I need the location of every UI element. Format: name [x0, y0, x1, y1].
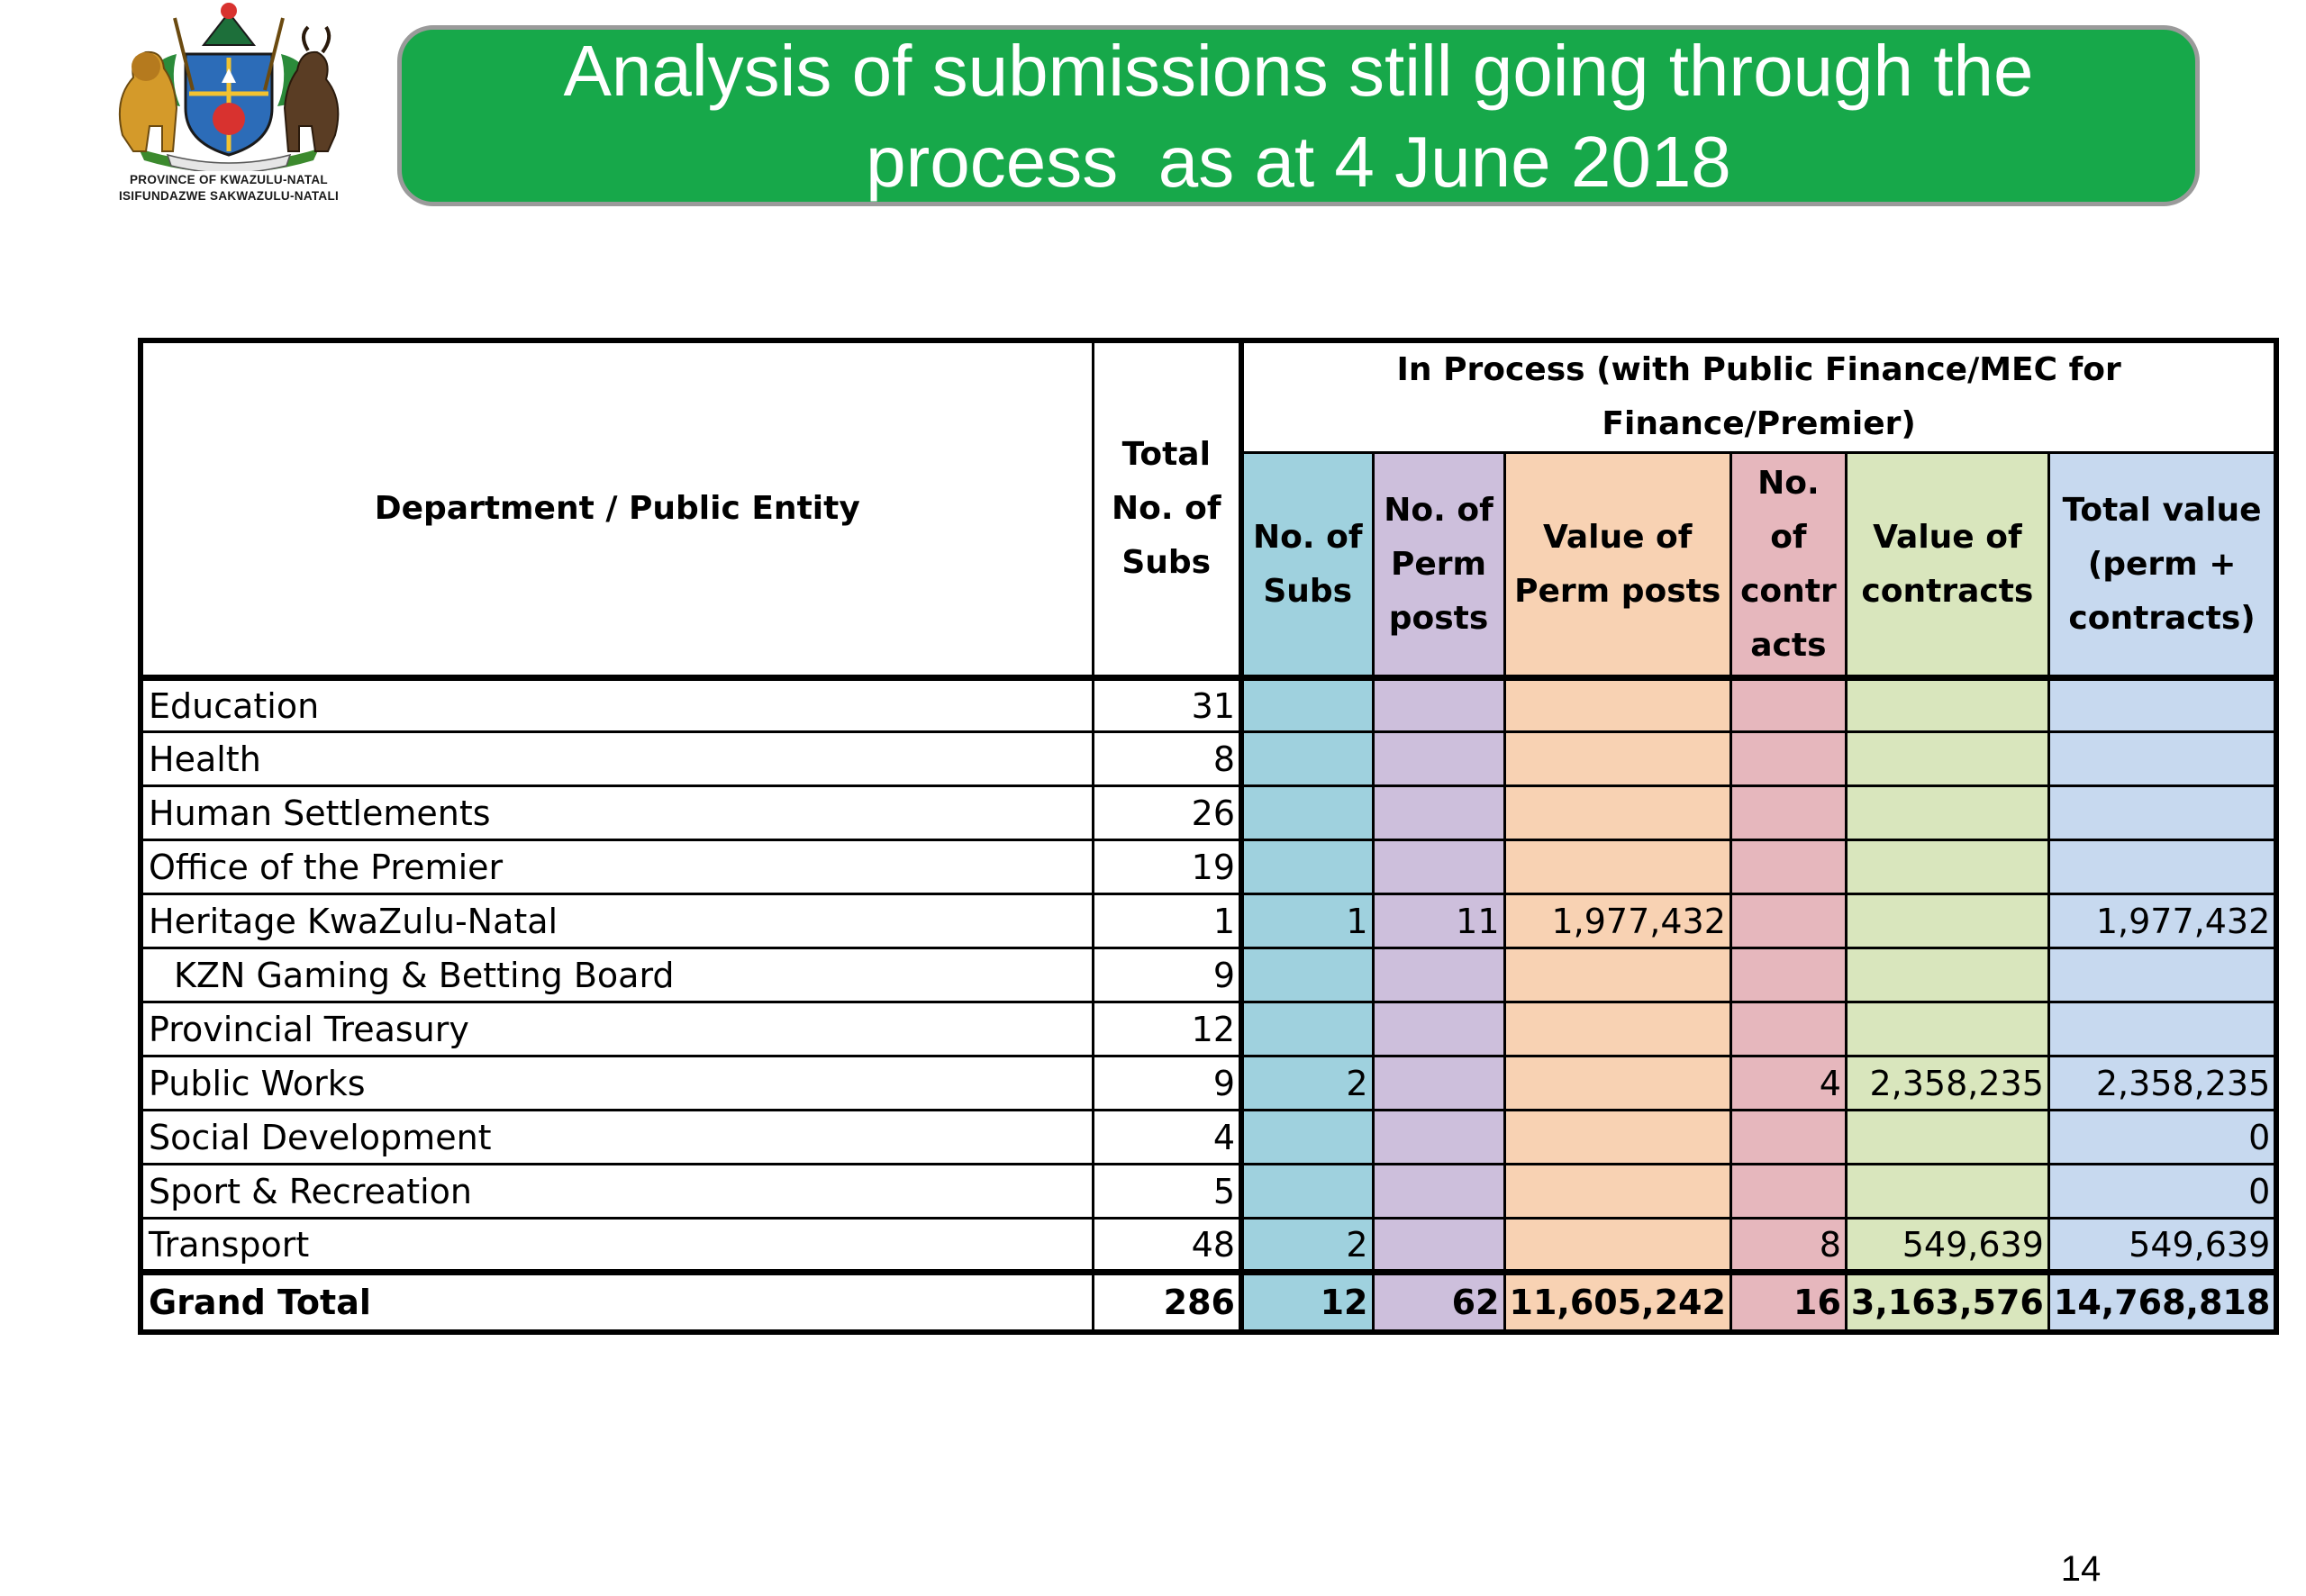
- perm-value-cell: [1504, 1219, 1730, 1273]
- department-name: Transport: [141, 1219, 1093, 1273]
- perm-posts-cell: [1373, 1056, 1504, 1111]
- department-name: Provincial Treasury: [141, 1002, 1093, 1056]
- grand-total-in-process-subs: 12: [1241, 1273, 1373, 1332]
- department-name: Public Works: [141, 1056, 1093, 1111]
- contracts-cell: [1730, 1002, 1846, 1056]
- header-in-process-group: In Process (with Public Finance/MEC for Finance/Premier): [1241, 340, 2276, 453]
- header-no-of-subs: No. of Subs: [1241, 453, 1373, 678]
- grand-total-label: Grand Total: [141, 1273, 1093, 1332]
- subs-cell: 2: [1241, 1056, 1373, 1111]
- contract-value-cell: [1846, 732, 2048, 786]
- table-row: [141, 948, 2276, 1002]
- total-value-cell: 0: [2048, 1111, 2276, 1165]
- perm-value-cell: [1504, 678, 1730, 732]
- contracts-cell: [1730, 894, 1846, 948]
- header-no-of-contracts: No. of contr acts: [1730, 453, 1846, 678]
- grand-total-contracts: 16: [1730, 1273, 1846, 1332]
- subs-cell: [1241, 1165, 1373, 1219]
- perm-value-cell: [1504, 732, 1730, 786]
- grand-total-subs: 286: [1093, 1273, 1241, 1332]
- table-row: [141, 1002, 2276, 1056]
- table-row: [141, 1056, 2276, 1111]
- perm-posts-cell: [1373, 1111, 1504, 1165]
- total-subs-cell: 26: [1093, 786, 1241, 840]
- total-value-cell: 549,639: [2048, 1219, 2276, 1273]
- total-subs-cell: 1: [1093, 894, 1241, 948]
- header-perm-posts: No. of Perm posts: [1373, 453, 1504, 678]
- table-row: [141, 732, 2276, 786]
- subs-cell: [1241, 732, 1373, 786]
- department-name: Social Development: [141, 1111, 1093, 1165]
- total-value-cell: [2048, 732, 2276, 786]
- perm-posts-cell: [1373, 840, 1504, 894]
- perm-posts-cell: [1373, 1002, 1504, 1056]
- total-value-cell: [2048, 678, 2276, 732]
- table-row: [141, 1111, 2276, 1165]
- subs-cell: 1: [1241, 894, 1373, 948]
- contracts-cell: 8: [1730, 1219, 1846, 1273]
- contract-value-cell: [1846, 678, 2048, 732]
- perm-posts-cell: [1373, 948, 1504, 1002]
- department-name: Heritage KwaZulu-Natal: [141, 894, 1093, 948]
- total-subs-cell: 9: [1093, 948, 1241, 1002]
- contract-value-cell: [1846, 948, 2048, 1002]
- total-value-cell: [2048, 840, 2276, 894]
- table-row: [141, 678, 2276, 732]
- total-subs-cell: 12: [1093, 1002, 1241, 1056]
- perm-posts-cell: [1373, 786, 1504, 840]
- contract-value-cell: [1846, 1165, 2048, 1219]
- header-department: Department / Public Entity: [141, 340, 1093, 678]
- total-subs-cell: 4: [1093, 1111, 1241, 1165]
- contracts-cell: [1730, 786, 1846, 840]
- total-subs-cell: 9: [1093, 1056, 1241, 1111]
- grand-total-perm-value: 11,605,242: [1504, 1273, 1730, 1332]
- subs-cell: [1241, 1111, 1373, 1165]
- subs-cell: 2: [1241, 1219, 1373, 1273]
- grand-total-row: [141, 1273, 2276, 1332]
- total-value-cell: 0: [2048, 1165, 2276, 1219]
- perm-value-cell: [1504, 948, 1730, 1002]
- department-name: Sport & Recreation: [141, 1165, 1093, 1219]
- total-subs-cell: 48: [1093, 1219, 1241, 1273]
- table-row: [141, 1219, 2276, 1273]
- subs-cell: [1241, 1002, 1373, 1056]
- header-value-of-contracts: Value of contracts: [1846, 453, 2048, 678]
- table-row: [141, 786, 2276, 840]
- contract-value-cell: 2,358,235: [1846, 1056, 2048, 1111]
- total-subs-cell: 19: [1093, 840, 1241, 894]
- grand-total-contract-value: 3,163,576: [1846, 1273, 2048, 1332]
- total-value-cell: 2,358,235: [2048, 1056, 2276, 1111]
- contract-value-cell: [1846, 786, 2048, 840]
- total-value-cell: [2048, 1002, 2276, 1056]
- perm-value-cell: [1504, 840, 1730, 894]
- contracts-cell: [1730, 1111, 1846, 1165]
- contract-value-cell: [1846, 1111, 2048, 1165]
- table-row: [141, 840, 2276, 894]
- department-name: KZN Gaming & Betting Board: [141, 948, 1093, 1002]
- contract-value-cell: [1846, 840, 2048, 894]
- total-subs-cell: 31: [1093, 678, 1241, 732]
- grand-total-perm-posts: 62: [1373, 1273, 1504, 1332]
- page-number: 14: [2060, 1549, 2102, 1589]
- coat-of-arms-icon: [86, 0, 371, 171]
- perm-posts-cell: [1373, 678, 1504, 732]
- contracts-cell: 4: [1730, 1056, 1846, 1111]
- subs-cell: [1241, 678, 1373, 732]
- department-name: Education: [141, 678, 1093, 732]
- submissions-table: [138, 338, 2279, 1335]
- perm-value-cell: [1504, 786, 1730, 840]
- provincial-coat-of-arms-logo: [86, 0, 371, 213]
- header-total-subs: Total No. of Subs: [1093, 340, 1241, 678]
- perm-posts-cell: [1373, 1219, 1504, 1273]
- contracts-cell: [1730, 840, 1846, 894]
- contracts-cell: [1730, 732, 1846, 786]
- perm-value-cell: 1,977,432: [1504, 894, 1730, 948]
- total-value-cell: [2048, 948, 2276, 1002]
- department-name: Health: [141, 732, 1093, 786]
- contract-value-cell: [1846, 1002, 2048, 1056]
- header-total-value: Total value (perm + contracts): [2048, 453, 2276, 678]
- table-row: [141, 894, 2276, 948]
- department-name: Office of the Premier: [141, 840, 1093, 894]
- perm-value-cell: [1504, 1056, 1730, 1111]
- perm-value-cell: [1504, 1002, 1730, 1056]
- contracts-cell: [1730, 678, 1846, 732]
- total-subs-cell: 5: [1093, 1165, 1241, 1219]
- subs-cell: [1241, 840, 1373, 894]
- perm-value-cell: [1504, 1111, 1730, 1165]
- table-row: [141, 1165, 2276, 1219]
- perm-posts-cell: 11: [1373, 894, 1504, 948]
- perm-posts-cell: [1373, 1165, 1504, 1219]
- header-value-perm-posts: Value of Perm posts: [1504, 453, 1730, 678]
- grand-total-total-value: 14,768,818: [2048, 1273, 2276, 1332]
- page-title: Analysis of submissions still going through the process as at 4 June 2018: [563, 30, 2034, 202]
- total-subs-cell: 8: [1093, 732, 1241, 786]
- subs-cell: [1241, 786, 1373, 840]
- perm-posts-cell: [1373, 732, 1504, 786]
- contracts-cell: [1730, 1165, 1846, 1219]
- logo-caption-english: PROVINCE OF KWAZULU-NATAL: [130, 173, 328, 186]
- contract-value-cell: 549,639: [1846, 1219, 2048, 1273]
- logo-caption-zulu: ISIFUNDAZWE SAKWAZULU-NATALI: [118, 189, 340, 203]
- total-value-cell: [2048, 786, 2276, 840]
- contract-value-cell: [1846, 894, 2048, 948]
- title-banner: [397, 25, 2200, 206]
- total-value-cell: 1,977,432: [2048, 894, 2276, 948]
- subs-cell: [1241, 948, 1373, 1002]
- perm-value-cell: [1504, 1165, 1730, 1219]
- department-name: Human Settlements: [141, 786, 1093, 840]
- contracts-cell: [1730, 948, 1846, 1002]
